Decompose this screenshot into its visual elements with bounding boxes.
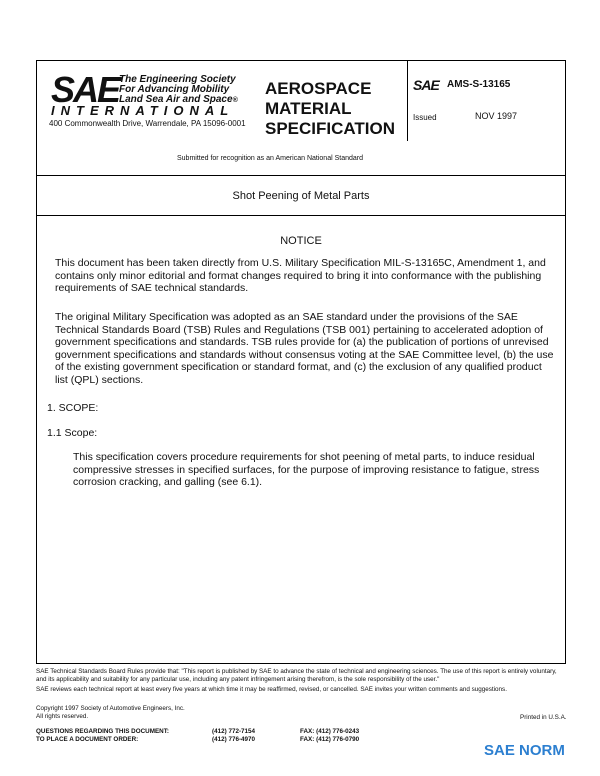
society-line-3-text: Land Sea Air and Space xyxy=(119,94,233,105)
section-1-heading: 1. SCOPE: xyxy=(47,402,99,414)
notice-paragraph-1: This document has been taken directly from U.S. Military Specification MIL-S-13165C, Amendment 1, and contains only minor editorial and format changes required to bring it into conformance with the publishing requirements of SAE technical standards. xyxy=(55,257,546,294)
sae-norm-watermark: SAE NORM xyxy=(484,742,565,759)
sae-logo: SAE xyxy=(51,69,120,110)
fax-1: FAX: (412) 776-0243 xyxy=(300,728,360,735)
copyright xyxy=(36,705,185,721)
header-divider xyxy=(407,61,408,141)
printed-note: Printed in U.S.A. xyxy=(520,714,567,721)
phone-1: (412) 772-7154 xyxy=(212,728,256,735)
spec-type-line-1: AEROSPACE xyxy=(265,79,372,98)
issued-date: NOV 1997 xyxy=(475,111,518,121)
issued-label: Issued xyxy=(413,113,437,122)
questions-line-2: TO PLACE A DOCUMENT ORDER: xyxy=(36,736,139,743)
submitted-note: Submitted for recognition as an American National Standard xyxy=(177,155,363,162)
document-number: AMS-S-13165 xyxy=(447,79,511,90)
title-box xyxy=(37,175,565,216)
sae-small-logo: SAE xyxy=(413,77,439,93)
spec-type-line-2: MATERIAL xyxy=(265,99,352,118)
phone-numbers xyxy=(212,728,255,744)
international-label: INTERNATIONAL xyxy=(51,103,235,118)
society-tagline xyxy=(119,75,238,106)
notice-heading: NOTICE xyxy=(280,235,322,247)
footer-line-1: SAE Technical Standards Board Rules provide that: "This report is published by SAE to advance the state of technical and engineering sciences. The use of this report is entirely voluntary, and its applicability and suitability for any particular use, including any patent infringement arising therefrom, is the sole responsibility of the user." xyxy=(36,668,557,683)
header-block xyxy=(37,61,565,176)
questions-labels xyxy=(36,728,169,744)
footer-disclaimer xyxy=(36,668,566,694)
section-1-1-heading: 1.1 Scope: xyxy=(47,427,98,439)
section-1-1-text: This specification covers procedure requirements for shot peening of metal parts, to induce residual compressive stresses in specified surfaces, for the purpose of improving resistance to fatigue, stress corrosion cracking, and galling (see 6.1). xyxy=(73,451,540,488)
spec-type-title xyxy=(265,79,395,139)
phone-2: (412) 776-4970 xyxy=(212,736,256,743)
questions-line-1: QUESTIONS REGARDING THIS DOCUMENT: xyxy=(36,728,169,735)
document-frame xyxy=(36,60,566,664)
copyright-line-1: Copyright 1997 Society of Automotive Engineers, Inc. xyxy=(36,705,185,712)
society-line-2: For Advancing Mobility xyxy=(119,84,230,95)
spec-type-line-3: SPECIFICATION xyxy=(265,119,396,138)
footer-line-2: SAE reviews each technical report at least every five years at which time it may be reaffirmed, revised, or cancelled. SAE invites your written comments and suggestions. xyxy=(36,686,507,693)
society-line-1: The Engineering Society xyxy=(119,74,236,85)
address: 400 Commonwealth Drive, Warrendale, PA 15096-0001 xyxy=(49,119,246,128)
registered-mark: ® xyxy=(232,97,238,104)
fax-2: FAX: (412) 776-0790 xyxy=(300,736,360,743)
fax-numbers xyxy=(300,728,359,744)
notice-paragraph-2: The original Military Specification was adopted as an SAE standard under the provisions of the SAE Technical Standards Board (TSB) Rules and Regulations (TSB 001) pertaining to accelerated adoption of government specifications and standards. TSB rules provide for (a) the publication of portions of unrevised government specifications and standards without consensus voting at the SAE Committee level, (b) the use of the existing government specification or standard format, and (c) the exclusion of any qualified product list (QPL) sections. xyxy=(55,311,554,386)
document-title: Shot Peening of Metal Parts xyxy=(232,190,370,202)
copyright-line-2: All rights reserved. xyxy=(36,713,89,720)
